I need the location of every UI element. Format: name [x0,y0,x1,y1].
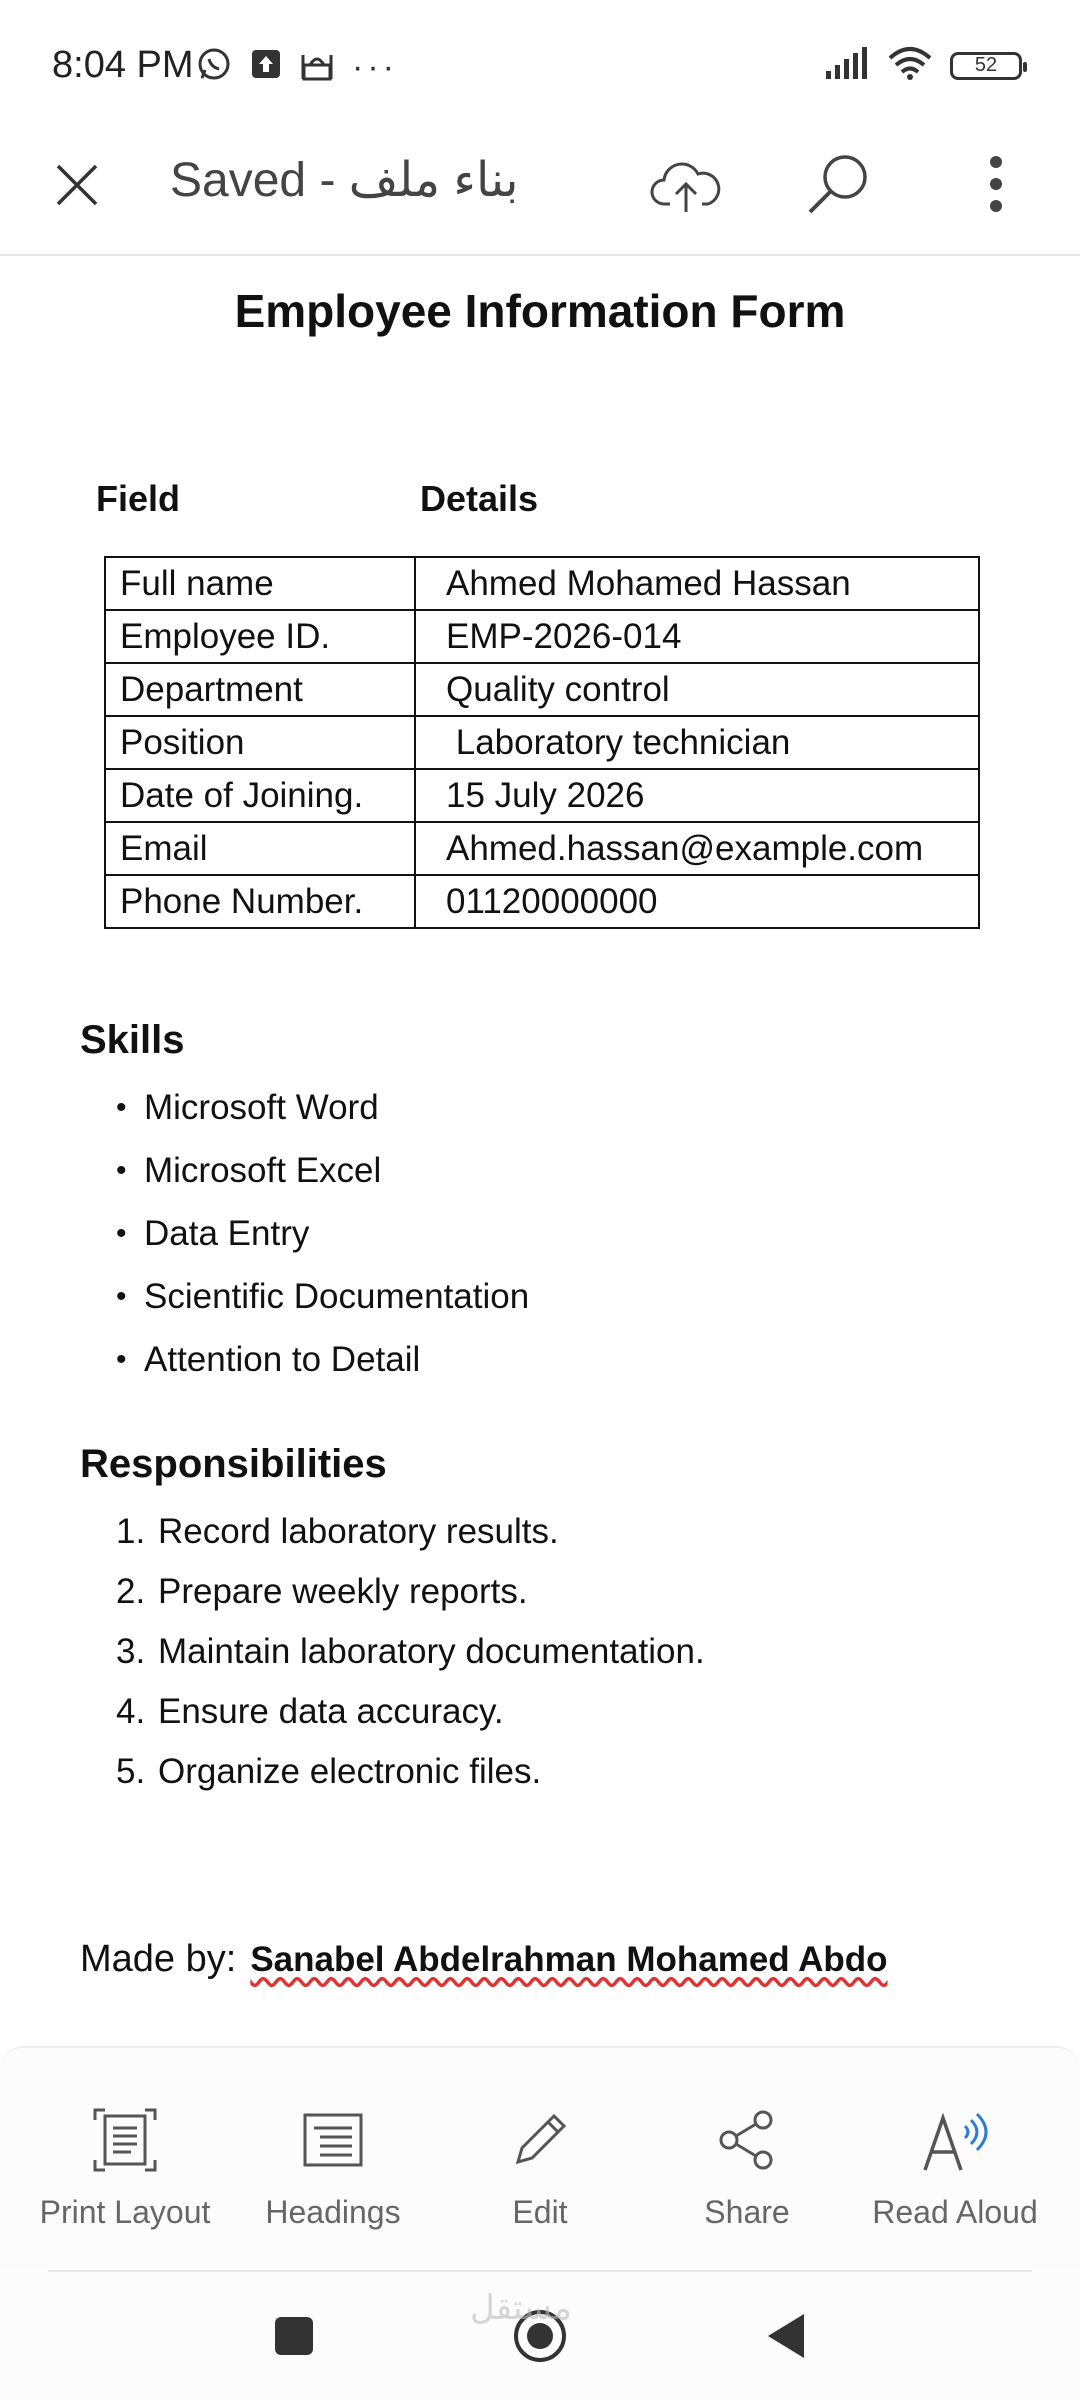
table-cell-key: Employee ID. [105,610,415,663]
print-layout-button[interactable] [20,2100,230,2231]
headings-label: Headings [265,2194,401,2230]
more-options-button[interactable] [968,146,1024,222]
list-item [116,1622,705,1682]
table-cell-key: Department [105,663,415,716]
bullet-icon: • [116,1216,127,1250]
pencil-icon [508,2108,572,2172]
back-icon [764,2312,808,2360]
made-by-label: Made by: [80,1938,237,1980]
battery-icon: 52 [950,52,1022,80]
skill-label: Scientific Documentation [144,1276,530,1316]
more-notifications-icon: ··· [352,47,398,86]
more-vertical-icon [988,154,1004,214]
wifi-icon [888,46,932,85]
responsibility-label: Organize electronic files. [158,1752,542,1791]
list-item [116,1682,705,1742]
responsibility-label: Ensure data accuracy. [158,1692,504,1731]
read-aloud-label: Read Aloud [872,2194,1038,2230]
list-number: 2. [116,1572,146,1611]
read-aloud-icon [919,2106,991,2174]
list-item [116,1076,529,1139]
share-button[interactable] [642,2100,852,2231]
table-cell-value: Laboratory technician [415,716,979,769]
table-cell-value: 15 July 2026 [415,769,979,822]
share-label: Share [704,2194,790,2230]
table-cell-key: Full name [105,557,415,610]
recents-icon [273,2315,315,2357]
list-item [116,1139,529,1202]
table-row [105,557,979,610]
list-item [116,1202,529,1265]
list-item [116,1328,529,1391]
close-icon [54,162,100,208]
table-cell-key: Email [105,822,415,875]
responsibilities-heading: Responsibilities [80,1442,387,1486]
skill-label: Microsoft Word [144,1087,379,1127]
list-number: 5. [116,1752,146,1791]
list-item [116,1502,705,1562]
read-aloud-button[interactable] [850,2100,1060,2231]
list-item [116,1562,705,1622]
skill-label: Microsoft Excel [144,1150,382,1190]
cloud-upload-button[interactable] [648,148,724,224]
notification-icons [196,46,398,87]
bullet-icon: • [116,1153,127,1187]
table-cell-key: Phone Number. [105,875,415,928]
status-time: 8:04 PM [52,44,194,86]
list-number: 1. [116,1512,146,1551]
list-number: 3. [116,1632,146,1671]
table-row [105,875,979,928]
status-bar [0,0,1080,130]
headings-icon [302,2112,364,2168]
bullet-icon: • [116,1342,127,1376]
document-heading: Employee Information Form [234,285,846,337]
whatsapp-icon [196,46,232,87]
system-icons [824,46,1022,85]
list-item [116,1265,529,1328]
bottom-toolbar [0,2046,1080,2270]
table-cell-value: 01120000000 [415,875,979,928]
document-title: Saved - بناء ملف [170,154,519,207]
skills-list [116,1076,529,1391]
employee-info-table [104,556,980,929]
table-row [105,716,979,769]
app-bar [0,130,1080,256]
responsibility-label: Record laboratory results. [158,1512,559,1551]
print-layout-icon [91,2106,159,2174]
table-row [105,610,979,663]
back-button[interactable] [756,2306,816,2366]
edit-label: Edit [512,2194,568,2230]
table-cell-value: Quality control [415,663,979,716]
document-page[interactable] [0,258,1080,2048]
share-icon [715,2108,779,2172]
mosque-icon [300,47,334,86]
skill-label: Data Entry [144,1213,310,1253]
table-cell-value: Ahmed Mohamed Hassan [415,557,979,610]
responsibility-label: Prepare weekly reports. [158,1572,528,1611]
search-button[interactable] [800,146,876,222]
list-number: 4. [116,1692,146,1731]
made-by-line [80,1938,888,1981]
table-cell-value: Ahmed.hassan@example.com [415,822,979,875]
search-icon [805,151,871,217]
system-nav-bar [0,2272,1080,2400]
table-row [105,663,979,716]
close-button[interactable] [44,152,110,218]
responsibility-label: Maintain laboratory documentation. [158,1632,705,1671]
signal-icon [824,47,870,84]
field-column-header: Field [96,478,181,519]
skill-label: Attention to Detail [144,1339,421,1379]
watermark: مستقل [470,2289,572,2327]
table-cell-key: Date of Joining. [105,769,415,822]
headings-button[interactable] [228,2100,438,2231]
edit-button[interactable] [435,2100,645,2231]
upload-notify-icon [250,48,282,85]
details-column-header: Details [420,478,539,519]
skills-heading: Skills [80,1018,185,1062]
bullet-icon: • [116,1279,127,1313]
recents-button[interactable] [264,2306,324,2366]
list-item [116,1742,705,1802]
responsibilities-list [116,1502,705,1802]
cloud-upload-icon [650,156,722,216]
print-layout-label: Print Layout [39,2194,211,2230]
table-row [105,822,979,875]
author-name: Sanabel Abdelrahman Mohamed Abdo [250,1940,888,1979]
table-row [105,769,979,822]
table-cell-key: Position [105,716,415,769]
table-cell-value: EMP-2026-014 [415,610,979,663]
bullet-icon: • [116,1090,127,1124]
